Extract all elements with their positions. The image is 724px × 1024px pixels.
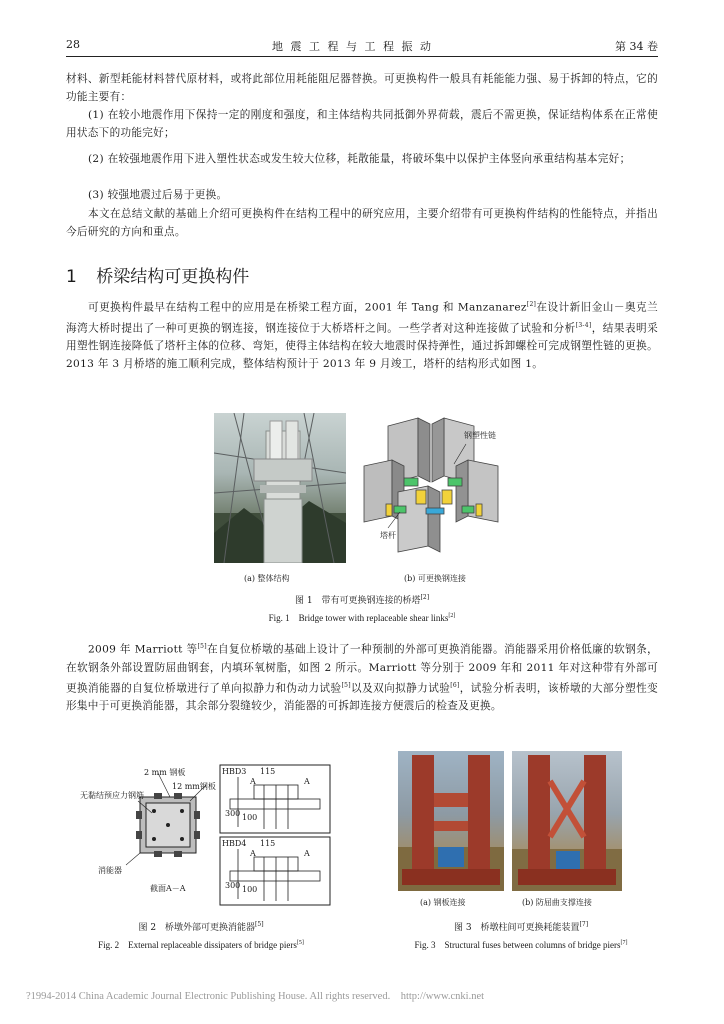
section-mark: A	[250, 849, 256, 858]
paragraph: 可更换构件最早在结构工程中的应用是在桥梁工程方面，2001 年 Tang 和 Manzanarez[2]在设计新旧金山－奥克兰海湾大桥时提出了一种可更换的钢连接，钢连接位于大桥塔杆之间。一些学者对这种连接做了试验和分析[3-4]，结果表明采用塑性钢连接降低了塔杆主体的位移、弯矩，使得主体结构在较大地震时保持弹性，通过拆卸螺栓可完成钢塑性链的更换。2013 年 3 月桥塔的施工顺利完成，整体结构预计于 2013 年 9 月竣工，塔杆的结构形式如图 1。	[66, 301, 658, 371]
figure-caption: 图 2 桥墩外部可更换消能器[5]	[138, 921, 264, 933]
dim-label: 300	[225, 881, 241, 890]
dim-label: 115	[260, 767, 276, 776]
section-title: 桥梁结构可更换构件	[96, 267, 250, 287]
figure-caption-en: Fig. 3 Structural fuses between columns of bridge piers[7]	[414, 940, 628, 950]
section-mark: A	[304, 849, 310, 858]
copyright-footer: ?1994-2014 China Academic Journal Electronic Publishing House. All rights reserved. http://www.cnki.net	[26, 991, 485, 1002]
paragraph: 材料、新型耗能材料替代原材料，或将此部位用耗能阻尼器替换。可更换构件一般具有耗能能力强、易于拆卸的特点，它的功能主要有：	[66, 73, 658, 103]
section-heading	[66, 262, 249, 287]
replaceable-link-diagram	[358, 408, 512, 558]
list-item: (2) 在较强地震作用下进入塑性状态或发生较大位移，耗散能量，将破坏集中以保护主体竖向承重结构基本完好；	[88, 153, 631, 165]
section-mark: A	[250, 777, 256, 786]
citation: [2]	[526, 301, 537, 308]
label-12mm: 12 mm钢板	[172, 782, 216, 791]
pole-label: 塔杆	[380, 531, 396, 540]
figure-caption: 图 1 带有可更换钢连接的桥塔[2]	[294, 594, 430, 606]
header-rule	[66, 56, 658, 57]
subcaption: (a) 钢板连接	[420, 898, 466, 907]
label-2mm: 2 mm 钢板	[144, 768, 186, 777]
bridge-tower-photo	[214, 413, 346, 563]
dim-label: 115	[260, 839, 276, 848]
list-item: (1) 在较小地震作用下保持一定的刚度和强度，和主体结构共同抵御外界荷载，震后不需更换，保证结构体系在正常使用状态下的功能完好；	[66, 109, 658, 139]
subcaption: (a) 整体结构	[244, 574, 290, 583]
section-mark: A	[304, 777, 310, 786]
citation: [5]	[341, 681, 351, 689]
link-label: 钢塑性链	[464, 431, 496, 440]
label-hbd4: HBD4	[222, 839, 247, 848]
label-tendon: 无黏结预应力钢筋	[80, 791, 144, 800]
label-section: 截面A－A	[150, 884, 186, 893]
dissipater-diagram	[78, 757, 334, 907]
list-item: (3) 较强地震过后易于更换。	[88, 189, 228, 201]
label-dissipater: 消能器	[98, 866, 122, 875]
steel-plate-photo	[398, 751, 504, 891]
subcaption: (b) 防屈曲支撑连接	[522, 898, 592, 907]
citation: [6]	[450, 681, 460, 689]
dim-label: 100	[242, 885, 258, 894]
figure-caption-en: Fig. 1 Bridge tower with replaceable shear links[2]	[268, 613, 456, 623]
section-number: 1	[66, 267, 77, 287]
paragraph: 本文在总结文献的基础上介绍可更换构件在结构工程中的研究应用，主要介绍带有可更换构件结构的性能特点，并指出今后研究的方向和重点。	[66, 208, 658, 238]
label-hbd3: HBD3	[222, 767, 247, 776]
citation: [5]	[197, 643, 207, 650]
dim-label: 300	[225, 809, 241, 818]
subcaption: (b) 可更换钢连接	[404, 574, 466, 583]
paragraph: 2009 年 Marriott 等[5]在自复位桥墩的基础上设计了一种预制的外部可更换消能器。消能器采用价格低廉的软钢条，在软钢条外部设置防屈曲钢套，内填环氧树脂，如图 2 所示。Marriott 等分别于 2009 年和 2011 年对这种带有外部可更换消能器的自复位桥墩进行了单向拟静力和伪动力试验[5]以及双向拟静力试验[6]，试验分析表明，该桥墩的大部分塑性变形集中于可更换消能器，其余部分裂缝较少，消能器的可拆卸连接方便震后的检查及更换。	[66, 643, 659, 713]
volume-label: 第 34 卷	[615, 40, 658, 53]
journal-title: 地 震 工 程 与 工 程 振 动	[272, 40, 433, 53]
dim-label: 100	[242, 813, 258, 822]
figure-caption-en: Fig. 2 External replaceable dissipaters of bridge piers[5]	[98, 940, 304, 950]
page-number: 28	[66, 38, 80, 51]
figure-caption: 图 3 桥墩柱间可更换耗能装置[7]	[453, 921, 589, 933]
brb-photo	[512, 751, 622, 891]
citation: [3-4]	[575, 321, 592, 329]
